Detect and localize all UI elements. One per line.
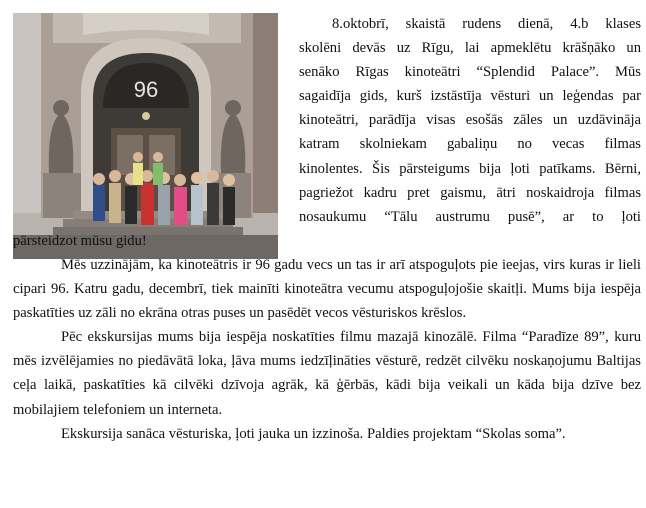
paragraph-1-line: nosaukumu “Tālu austrumu pusē”, ar to ļoti: [299, 208, 641, 225]
paragraph-1-line: skolēni devās uz Rīgu, lai apmeklētu krāšņāko un: [299, 40, 641, 57]
paragraph-1-line: sagaidīja gids, kurš izstāstīja vēsturi un leģendas par: [299, 88, 641, 105]
paragraph-2: Mēs uzzinājām, ka kinoteātris ir 96 gadu vecs un tas ir arī atspoguļots pie ieejas, virs kuras ir lieli cipari 96. Katru gadu, decembrī, tiek mainīti kinoteātra vecumu atspoguļojošie skaitļi. Mums bija iespēja paskatīties uz zāli no ekrāna otras puses un pasēdēt vecos vēsturiskos krēslos.: [13, 256, 641, 322]
article-text: [13, 12, 641, 446]
paragraph-3: Pēc ekskursijas mums bija iespēja noskatīties filmu mazajā kinozālē. Filma “Paradīze 89”, kuru mēs izvēlējamies no piedāvātā loka, ļāva mums iedzīļināties vēsturē, redzēt cilvēku noskaņojumu Baltijas ceļa laikā, paskatīties kā cilvēki dzīvoja agrāk, kā ģērbās, kādi bija veikali un kāda bija dzīve bez mobilajiem telefoniem un interneta.: [13, 329, 641, 418]
paragraph-1-line: pagriežot kadru pret gaismu, ātri noskaidroja filmas: [299, 184, 641, 201]
paragraph-1-line: senāko Rīgas kinoteātri “Splendid Palace”. Mūs: [299, 64, 641, 81]
paragraph-1-line: katram skolniekam gabaliņu no vecas filmas: [299, 136, 641, 153]
paragraph-1-tail: pārsteidzot mūsu gidu!: [13, 232, 147, 249]
paragraph-4: Ekskursija sanāca vēsturiska, ļoti jauka un izzinoša. Paldies projektam “Skolas soma”.: [61, 425, 566, 442]
paragraph-1-wrapped: [299, 12, 641, 229]
paragraph-1-line: 8.oktobrī, skaistā rudens dienā, 4.b klases: [332, 16, 641, 32]
door-number: 96: [133, 77, 159, 102]
paragraph-1-line: kinoteātri, parādīja visas esošās zāles un uzdāvināja: [299, 112, 641, 129]
paragraph-1-line: kinolentes. Šis pārsteigums bija ļoti patīkams. Bērni,: [299, 160, 641, 177]
